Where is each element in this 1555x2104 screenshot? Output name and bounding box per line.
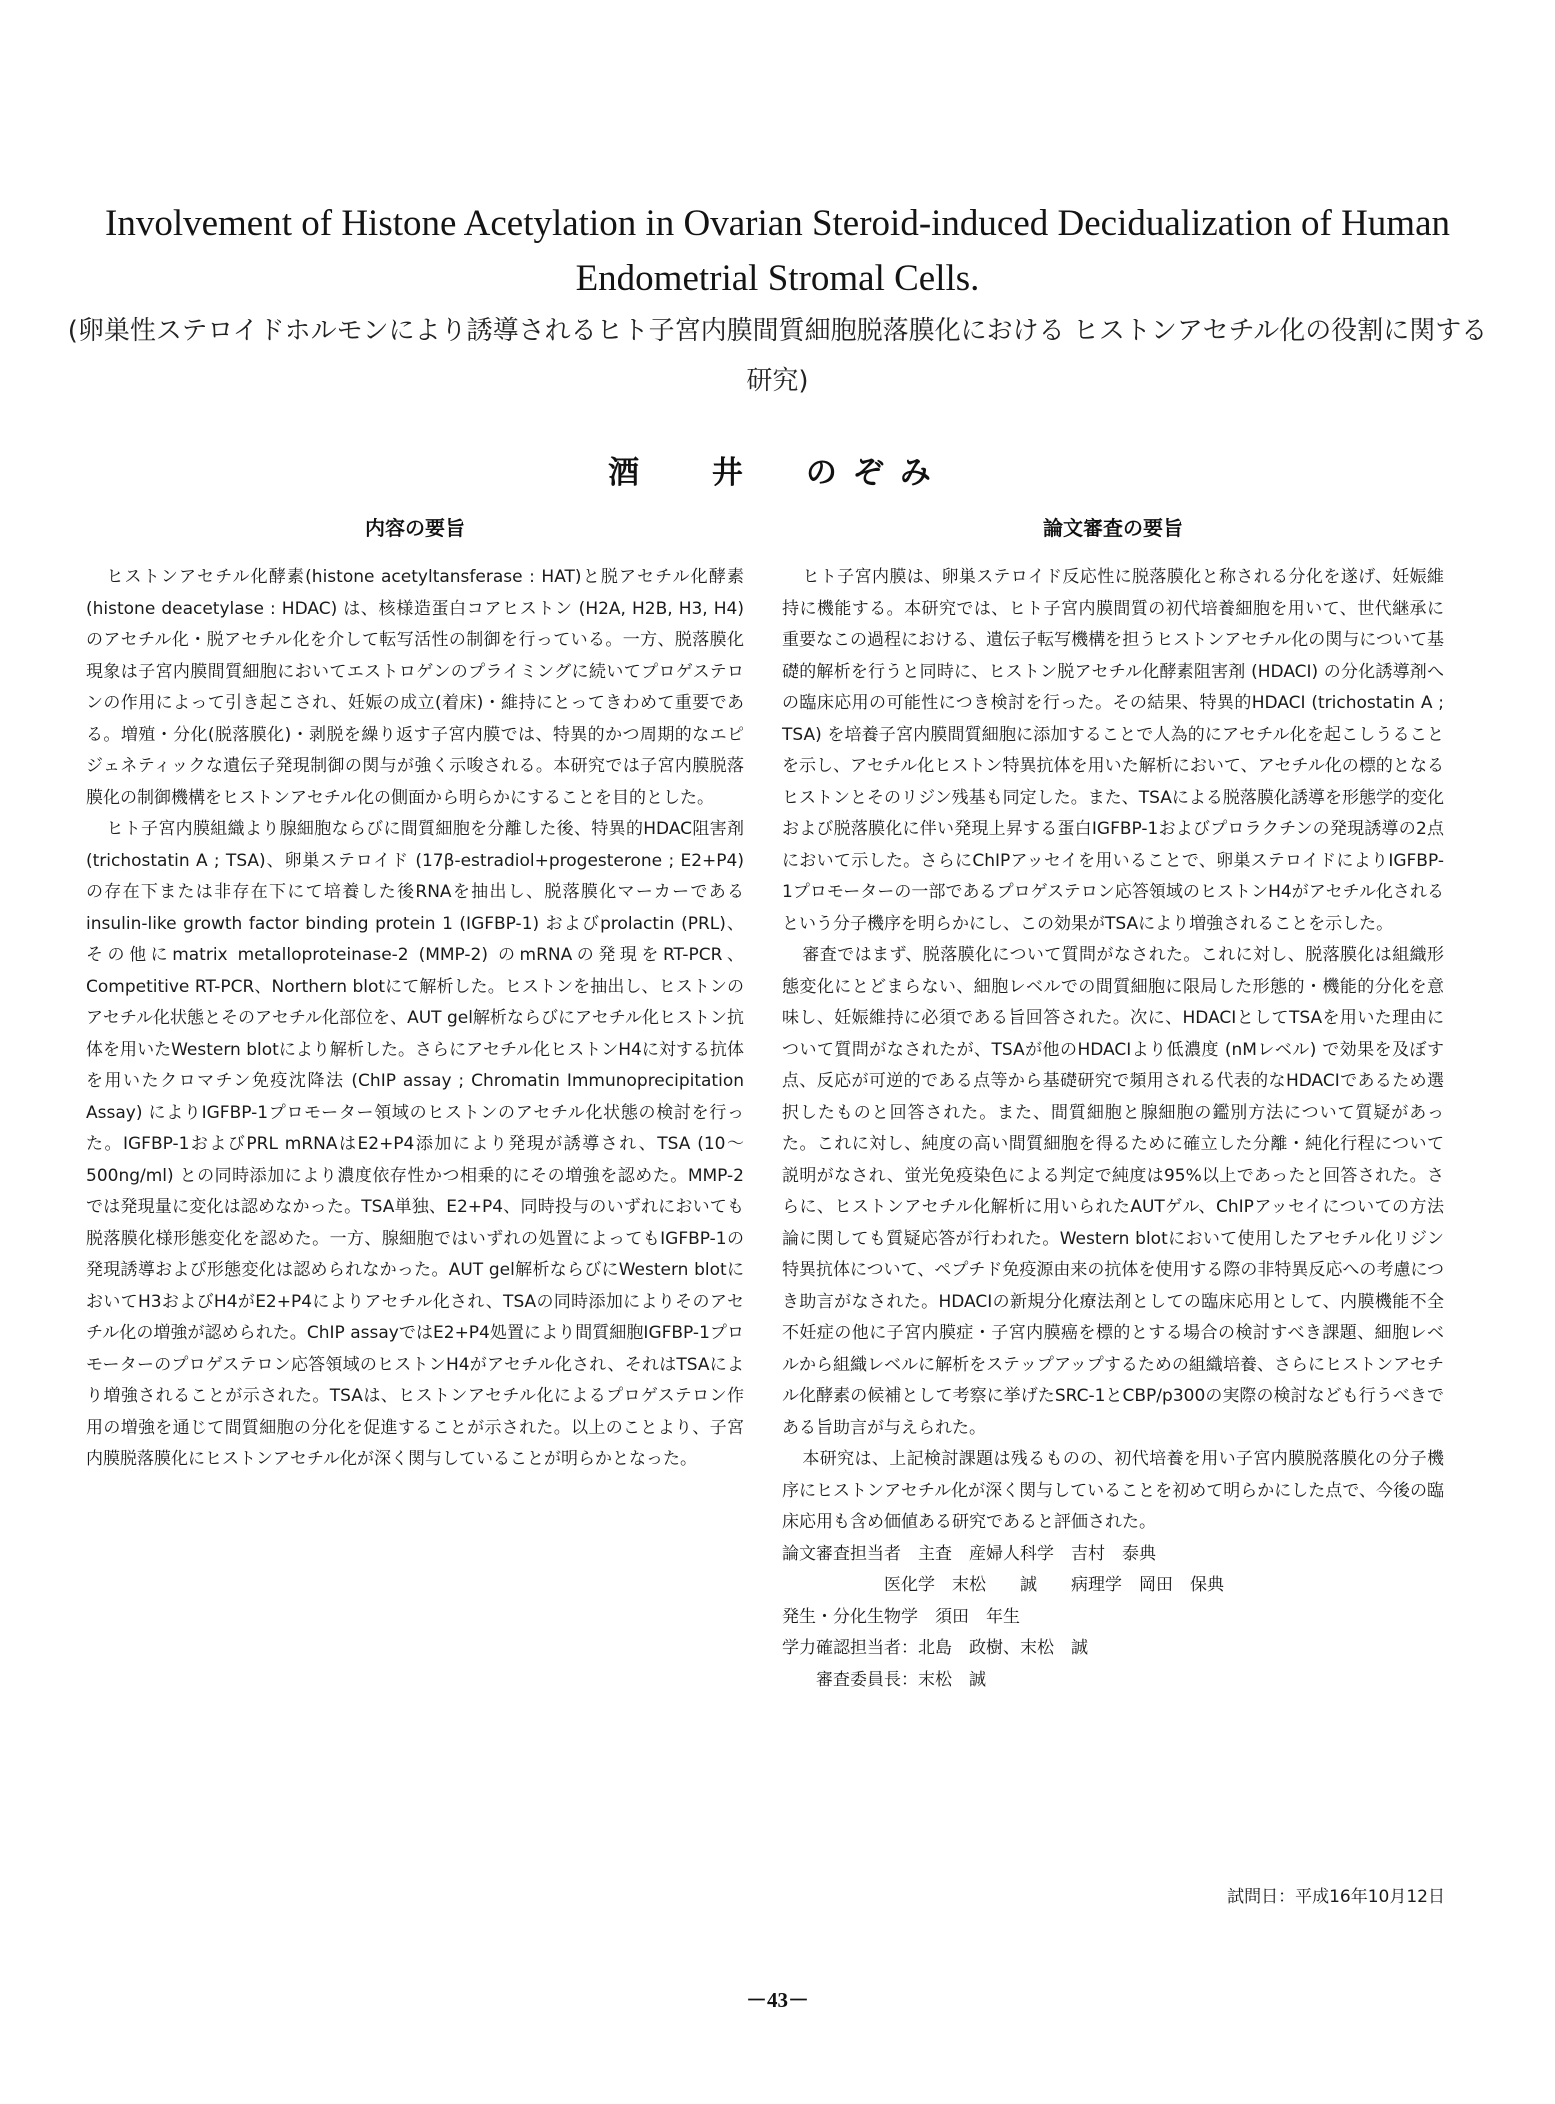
credit-line: 論文審査担当者 主査 産婦人科学 吉村 泰典 <box>782 1543 1156 1564</box>
review-paragraph-1: ヒト子宮内膜は、卵巣ステロイド反応性に脱落膜化と称される分化を遂げ、妊娠維持に機能する。本研究では、ヒト子宮内膜間質の初代培養細胞を用いて、世代継承に重要なこの過程における、遺伝子転写機構を担うヒストンアセチル化の関与について基礎的解析を行うと同時に、ヒストン脱アセチル化酵素阻害剤 (HDACI) の分化誘導剤への臨床応用の可能性につき検討を行った。その結果、特異的HDACI (trichostatin A ; TSA) を培養子宮内膜間質細胞に添加することで人為的にアセチル化を起こしうることを示し、アセチル化ヒストン特異抗体を用いた解析において、アセチル化の標的となるヒストンとそのリジン残基も同定した。また、TSAによる脱落膜化誘導を形態学的変化および脱落膜化に伴い発現上昇する蛋白IGFBP-1およびプロラクチンの発現誘導の2点において示した。さらにChIPアッセイを用いることで、卵巣ステロイドによりIGFBP-1プロモーターの一部であるプロゲステロン応答領域のヒストンH4がアセチル化されるという分子機序を明らかにし、この効果がTSAにより増強されることを示した。 <box>782 567 1444 934</box>
abstract-heading: 内容の要旨 <box>365 516 465 540</box>
review-heading: 論文審査の要旨 <box>1043 516 1183 540</box>
review-paragraph-2: 審査ではまず、脱落膜化について質問がなされた。これに対し、脱落膜化は組織形態変化にとどまらない、細胞レベルでの間質細胞に限局した形態的・機能的分化を意味し、妊娠維持に必須である旨回答された。次に、HDACIとしてTSAを用いた理由について質問がなされたが、TSAが他のHDACIより低濃度 (nMレベル) で効果を及ぼす点、反応が可逆的である点等から基礎研究で頻用される代表的なHDACIであるため選択したものと回答された。また、間質細胞と腺細胞の鑑別方法について質疑があった。これに対し、純度の高い間質細胞を得るために確立した分離・純化行程について説明がなされ、蛍光免疫染色による判定で純度は95%以上であったと回答された。さらに、ヒストンアセチル化解析に用いられたAUTゲル、ChIPアッセイについての方法論に関しても質疑応答が行われた。Western blotにおいて使用したアセチル化リジン特異抗体について、ペプチド免疫源由来の抗体を使用する際の非特異反応への考慮につき助言がなされた。HDACIの新規分化療法剤としての臨床応用として、内膜機能不全不妊症の他に子宮内膜症・子宮内膜癌を標的とする場合の検討すべき課題、細胞レベルから組織レベルに解析をステップアップするための組織培養、さらにヒストンアセチル化酵素の候補として考察に挙げたSRC-1とCBP/p300の実際の検討なども行うべきである旨助言が与えられた。 <box>782 945 1445 1438</box>
author-name: 酒 井 のぞみ <box>608 455 947 491</box>
page-number: －43－ <box>746 1988 809 2012</box>
abstract-paragraph-1: ヒストンアセチル化酵素(histone acetyltansferase : HAT)と脱アセチル化酵素 (histone deacetylase : HDAC) は、核様造蛋白コアヒストン (H2A, H2B, H3, H4) のアセチル化・脱アセチル化を介して転写活性の制御を行っている。一方、脱落膜化現象は子宮内膜間質細胞においてエストロゲンのプライミングに続いてプロゲステロンの作用によって引き起こされ、妊娠の成立(着床)・維持にとってきわめて重要である。増殖・分化(脱落膜化)・剥脱を繰り返す子宮内膜では、特異的かつ周期的なエピジェネティックな遺伝子発現制御の関与が強く示唆される。本研究では子宮内膜脱落膜化の制御機構をヒストンアセチル化の側面から明らかにすることを目的とした。 <box>86 567 744 808</box>
paper-title-japanese: (卵巣性ステロイドホルモンにより誘導されるヒト子宮内膜間質細胞脱落膜化における ヒストンアセチル化の役割に関する研究) <box>67 316 1488 396</box>
exam-date: 試問日：平成16年10月12日 <box>1227 1887 1445 1907</box>
abstract-column <box>86 512 744 1476</box>
credit-line: 審査委員長：末松 誠 <box>782 1669 986 1690</box>
credit-line: 学力確認担当者：北島 政樹、末松 誠 <box>782 1638 1088 1658</box>
review-column <box>782 512 1444 1696</box>
paper-title-english: Involvement of Histone Acetylation in Ovarian Steroid-induced Decidualization of Human Endometrial Stromal Cells. <box>105 203 1450 299</box>
abstract-paragraph-2: ヒト子宮内膜組織より腺細胞ならびに間質細胞を分離した後、特異的HDAC阻害剤 (trichostatin A ; TSA)、卵巣ステロイド (17β-estradiol+progesterone ; E2+P4) の存在下または非存在下にて培養した後RNAを抽出し、脱落膜化マーカーであるinsulin-like growth factor binding protein 1 (IGFBP-1) およびprolactin (PRL)、その他にmatrix metalloproteinase-2 (MMP-2) のmRNAの発現をRT-PCR、Competitive RT-PCR、Northern blotにて解析した。ヒストンを抽出し、ヒストンのアセチル化状態とそのアセチル化部位を、AUT gel解析ならびにアセチル化ヒストン抗体を用いたWestern blotにより解析した。さらにアセチル化ヒストンH4に対する抗体を用いたクロマチン免疫沈降法 (ChIP assay ; Chromatin Immunoprecipitation Assay) によりIGFBP-1プロモーター領域のヒストンのアセチル化状態の検討を行った。IGFBP-1およびPRL mRNAはE2+P4添加により発現が誘導され、TSA (10～500ng/ml) との同時添加により濃度依存性かつ相乗的にその増強を認めた。MMP-2では発現量に変化は認めなかった。TSA単独、E2+P4、同時投与のいずれにおいても脱落膜化様形態変化を認めた。一方、腺細胞ではいずれの処置によってもIGFBP-1の発現誘導および形態変化は認められなかった。AUT gel解析ならびにWestern blotにおいてH3およびH4がE2+P4によりアセチル化され、TSAの同時添加によりそのアセチル化の増強が認められた。ChIP assayではE2+P4処置により間質細胞IGFBP-1プロモーターのプロゲステロン応答領域のヒストンH4がアセチル化され、それはTSAにより増強されることが示された。TSAは、ヒストンアセチル化によるプロゲステロン作用の増強を通じて間質細胞の分化を促進することが示された。以上のことより、子宮内膜脱落膜化にヒストンアセチル化が深く関与していることが明らかとなった。 <box>86 819 744 1469</box>
reviewer-credits <box>782 1539 1444 1697</box>
credit-line: 医化学 末松 誠 病理学 岡田 保典 <box>782 1575 1224 1595</box>
credit-line: 発生・分化生物学 須田 年生 <box>782 1606 1020 1627</box>
review-paragraph-3: 本研究は、上記検討課題は残るものの、初代培養を用い子宮内膜脱落膜化の分子機序にヒストンアセチル化が深く関与していることを初めて明らかにした点で、今後の臨床応用も含め価値ある研究であると評価された。 <box>782 1449 1444 1532</box>
